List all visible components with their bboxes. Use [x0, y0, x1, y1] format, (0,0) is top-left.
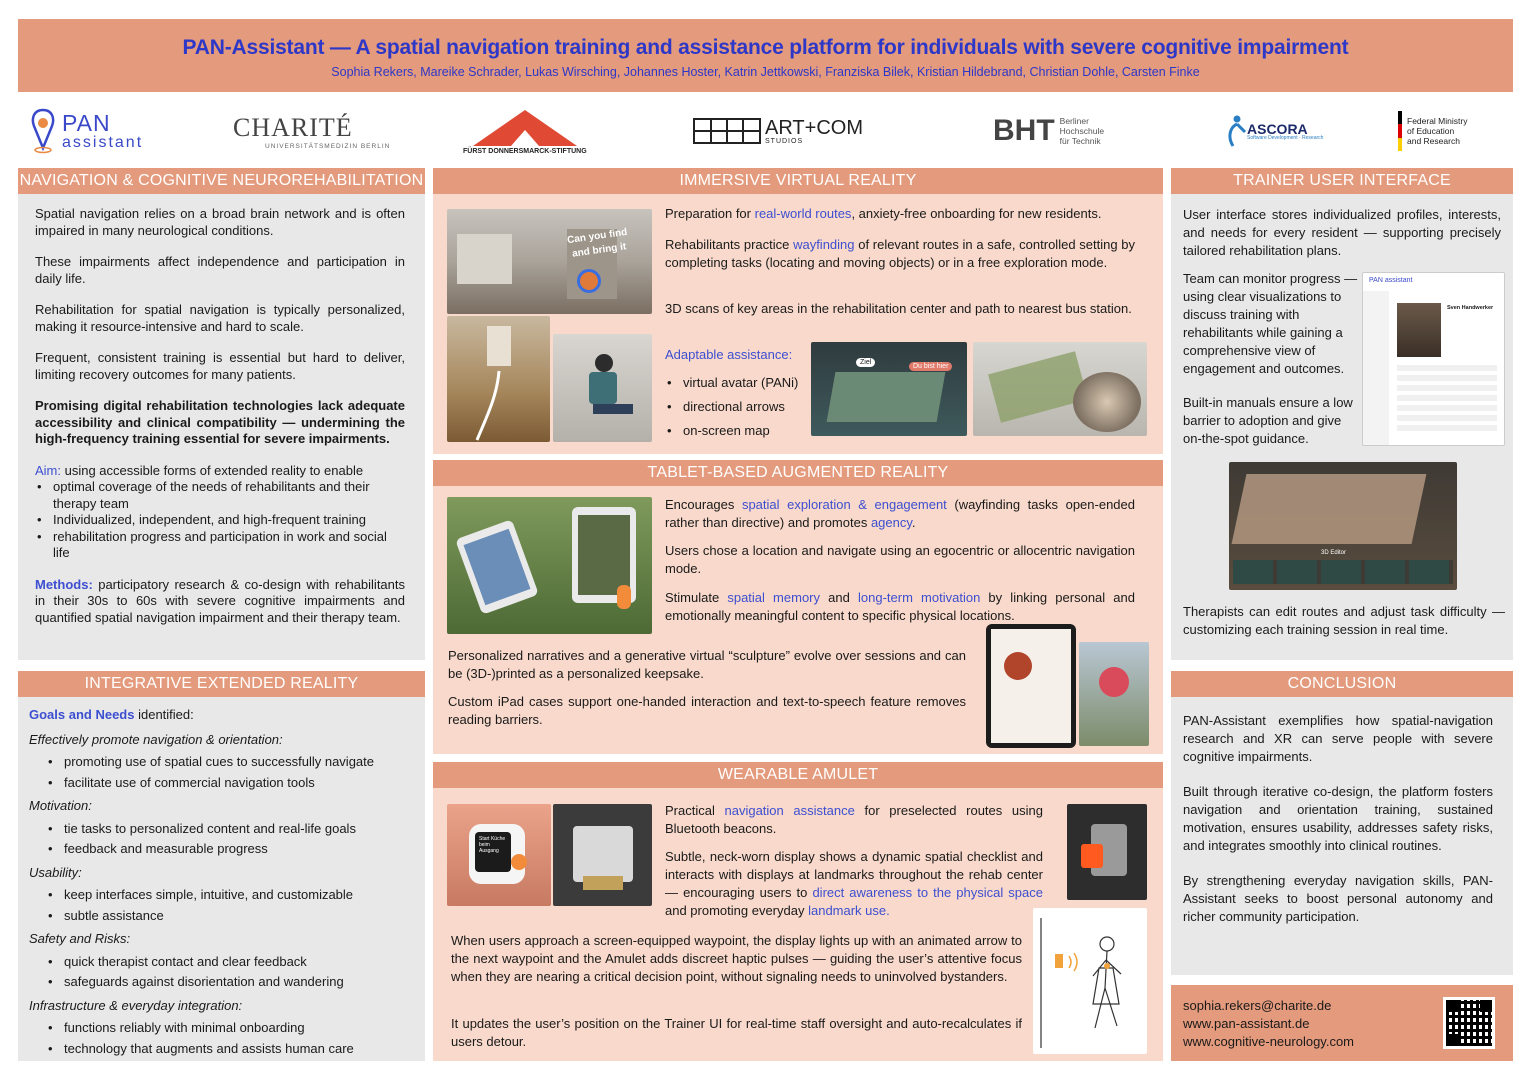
artcom-logo-subtext: STUDIOS	[765, 137, 804, 145]
ar-sculpture-image	[1079, 642, 1149, 746]
pan-logo-subtext: assistant	[62, 133, 144, 151]
vr-caption: and bring it	[571, 241, 627, 260]
map-label: Ziel	[856, 358, 875, 367]
charite-logo-subtext: UNIVERSITÄTSMEDIZIN BERLIN	[265, 142, 391, 150]
list-item: • Individualized, independent, and high-frequent training	[35, 512, 405, 529]
map-label: Du bist hier	[909, 362, 952, 371]
wearable-amulet-section	[433, 788, 1163, 1061]
key-statement: Promising digital rehabilitation technologies lack adequate accessibility and clinical compatibility — undermining the high-frequency training essential for severe impairments.	[35, 398, 405, 446]
fuerst-logo-text: FÜRST DONNERSMARCK-STIFTUNG	[463, 147, 587, 155]
charite-logo-text: CHARITÉ	[233, 112, 353, 142]
poster-title: PAN-Assistant — A spatial navigation training and assistance platform for individuals with severe cognitive impairment	[182, 36, 1349, 59]
bht-logo-line: für Technik	[1059, 136, 1101, 146]
waypoint-display-photo	[1067, 804, 1147, 900]
ascora-logo-text: ASCORA	[1247, 120, 1308, 137]
list-item: • tie tasks to personalized content and real-life goals	[46, 819, 411, 840]
goal-group-title: Infrastructure & everyday integration:	[29, 997, 243, 1013]
ascora-logo	[1225, 102, 1323, 160]
path-arrow-icon	[447, 316, 550, 442]
list-item: • safeguards against disorientation and wandering	[46, 972, 411, 993]
bht-logo-line: Hochschule	[1059, 126, 1105, 136]
paragraph: When users approach a screen-equipped waypoint, the display lights up with an animated arrow to the next waypoint and the Amulet adds discreet haptic pulses — guiding the user’s attentive focus when they are nearing a critical decision point, without signaling needs to uninvolved bystanders.	[451, 933, 1022, 984]
paragraph: Subtle, neck-worn display shows a dynamic spatial checklist and interacts with displays at landmarks throughout the rehab center — encouraging users to direct awareness to the physical space and promoting everyday landmark use.	[665, 849, 1043, 918]
list-item: • facilitate use of commercial navigation tools	[46, 773, 411, 794]
paragraph: User interface stores individualized profiles, interests, and needs for every resident — supporting precisely tailored rehabilitation plans.	[1183, 207, 1501, 258]
paragraph: Users chose a location and navigate using an egocentric or allocentric navigation mode.	[665, 543, 1135, 576]
list-item: • subtle assistance	[46, 906, 411, 927]
paragraph: Encourages spatial exploration & engagement (wayfinding tasks open-ended rather than directive) and promotes agency.	[665, 497, 1135, 530]
aim-label: Aim:	[35, 462, 61, 478]
paragraph: PAN-Assistant exemplifies how spatial-navigation research and XR can serve people with severe cognitive impairments.	[1183, 713, 1493, 764]
tablet-ar-photo	[447, 497, 652, 634]
goal-group	[29, 865, 411, 927]
amulet-screen-text: Start Küche beim Ausgang	[475, 832, 511, 872]
list-item: • functions reliably with minimal onboarding	[46, 1018, 411, 1039]
section-heading-integrative-xr: INTEGRATIVE EXTENDED REALITY	[18, 671, 425, 697]
qr-code-icon[interactable]	[1443, 997, 1495, 1049]
list-item: • quick therapist contact and clear feedback	[46, 952, 411, 973]
list-item: • technology that augments and assists human care	[46, 1039, 411, 1060]
bmbf-logo	[1398, 102, 1467, 160]
paragraph: Team can monitor progress — using clear visualizations to discuss training with rehabilitants while gaining a comprehensive view of engagement and outcomes.	[1183, 271, 1358, 376]
methods-text: participatory research & co-design with rehabilitants in their 30s to 60s with severe cognitive impairments and quantified spatial navigation impairment and their therapy team.	[35, 576, 405, 625]
list-item: • optimal coverage of the needs of rehabilitants and their therapy team	[35, 479, 405, 512]
section-heading-conclusion: CONCLUSION	[1171, 671, 1513, 697]
tablet-story-image	[986, 624, 1076, 748]
methods-label: Methods:	[35, 576, 93, 592]
conclusion-section	[1171, 697, 1513, 975]
paragraph: Spatial navigation relies on a broad brain network and is often impaired in many neurological conditions.	[35, 206, 405, 238]
bht-logo	[993, 102, 1104, 160]
contact-box	[1171, 985, 1513, 1061]
bmbf-logo-line: of Education	[1407, 126, 1455, 136]
paragraph: Personalized narratives and a generative virtual “sculpture” evolve over sessions and can be (3D-)printed as a personalized keepsake.	[448, 648, 966, 681]
ascora-logo-subtext: Software Development · Research	[1247, 134, 1324, 141]
artcom-logo-text: ART+COM	[765, 116, 863, 139]
paragraph: Stimulate spatial memory and long-term motivation by linking personal and emotionally meaningful content to specific physical locations.	[665, 590, 1135, 623]
paragraph: Built through iterative co-design, the platform fosters navigation and orientation training, sustained motivation, ensures usability, addresses safety risks, and integrates smoothly into clinical routines.	[1183, 784, 1493, 853]
vr-3d-scan-image	[973, 342, 1147, 436]
trainer-ui-screenshot	[1362, 272, 1505, 446]
ui-profile-name: Sven Handwerker	[1447, 305, 1494, 311]
bht-logo-line: Berliner	[1059, 116, 1089, 126]
walking-person-icon	[1033, 908, 1147, 1054]
contact-email[interactable]: sophia.rekers@charite.de	[1183, 998, 1332, 1013]
paragraph: Custom iPad cases support one-handed interaction and text-to-speech feature removes reading barriers.	[448, 694, 966, 727]
goal-group	[29, 732, 411, 794]
paragraph: By strengthening everyday navigation skills, PAN-Assistant seeks to boost personal autonomy and richer community participation.	[1183, 873, 1493, 924]
paragraph: Rehabilitation for spatial navigation is typically personalized, making it resource-intensive and hard to scale.	[35, 302, 405, 334]
ascora-figure-icon	[1225, 114, 1247, 148]
goal-group-title: Motivation:	[29, 798, 92, 813]
pan-pin-icon	[30, 108, 56, 154]
list-item: • virtual avatar (PANi)	[665, 371, 798, 395]
logo-bar	[18, 102, 1513, 160]
section-heading-trainer-ui: TRAINER USER INTERFACE	[1171, 168, 1513, 194]
roof-icon	[469, 108, 581, 148]
goal-group	[29, 798, 411, 860]
german-flag-icon	[1398, 111, 1402, 151]
paragraph: Rehabilitants practice wayfinding of relevant routes in a safe, controlled setting by completing tasks (locating and moving objects) or in a free exploration mode.	[665, 237, 1135, 270]
goals-text: identified:	[134, 707, 194, 722]
paragraph: Practical navigation assistance for preselected routes using Bluetooth beacons.	[665, 803, 1043, 836]
paragraph: These impairments affect independence and participation in daily life.	[35, 254, 405, 286]
immersive-vr-section	[433, 194, 1163, 454]
vr-hallway-image	[447, 316, 550, 442]
goal-group	[29, 931, 411, 993]
artcom-mark-icon	[693, 118, 761, 144]
trainer-ui-section	[1171, 194, 1513, 660]
poster-header	[18, 19, 1513, 92]
pan-logo-text: PAN	[62, 109, 111, 136]
list-item: • promoting use of spatial cues to successfully navigate	[46, 752, 411, 773]
paragraph: 3D scans of key areas in the rehabilitation center and path to nearest bus station.	[665, 301, 1132, 316]
goals-label: Goals and Needs	[29, 707, 135, 722]
vr-user-photo	[553, 334, 652, 442]
vr-kitchen-image	[447, 209, 652, 314]
ui-app-name: PAN assistant	[1369, 277, 1413, 284]
paragraph: Built-in manuals ensure a low barrier to adoption and give on-the-spot guidance.	[1183, 395, 1353, 446]
paragraph: Therapists can edit routes and adjust task difficulty — customizing each training session in real time.	[1183, 604, 1505, 637]
integrative-xr-section	[18, 697, 425, 1061]
paragraph: It updates the user’s position on the Trainer UI for real-time staff oversight and auto-recalculates if users detour.	[451, 1016, 1022, 1049]
contact-website[interactable]: www.pan-assistant.de	[1183, 1016, 1310, 1031]
pan-assistant-logo	[30, 102, 143, 160]
author-list: Sophia Rekers, Mareike Schrader, Lukas Wirsching, Johannes Hoster, Katrin Jettkowski, Franziska Bilek, Kristian Hildebrand, Christian Dohle, Carsten Finke	[331, 65, 1200, 79]
assistance-list	[665, 371, 798, 443]
editor-label: 3D Editor	[1321, 550, 1347, 556]
charite-logo	[233, 102, 390, 160]
list-item: • feedback and measurable progress	[46, 839, 411, 860]
navigation-section	[18, 194, 425, 660]
goal-group-title: Effectively promote navigation & orientation:	[29, 731, 283, 747]
goal-group	[29, 998, 411, 1060]
list-item: • rehabilitation progress and participation in work and social life	[35, 529, 405, 562]
aim-text: using accessible forms of extended reality to enable	[61, 462, 364, 478]
amulet-board-photo	[553, 804, 652, 906]
paragraph: Preparation for real-world routes, anxiety-free onboarding for new residents.	[665, 206, 1102, 221]
tablet-ar-section	[433, 486, 1163, 754]
section-heading-immersive-vr: IMMERSIVE VIRTUAL REALITY	[433, 168, 1163, 194]
route-editor-screenshot	[1229, 462, 1457, 590]
goal-group-title: Safety and Risks:	[29, 931, 131, 946]
bmbf-logo-line: and Research	[1407, 136, 1460, 146]
paragraph: Frequent, consistent training is essential but hard to deliver, limiting recovery outcomes for many patients.	[35, 350, 405, 382]
list-item: • on-screen map	[665, 419, 798, 443]
goal-group-title: Usability:	[29, 864, 82, 880]
list-item: • keep interfaces simple, intuitive, and customizable	[46, 885, 411, 906]
vr-map-render	[811, 342, 967, 436]
bht-logo-text: BHT	[993, 114, 1055, 147]
contact-website[interactable]: www.cognitive-neurology.com	[1183, 1034, 1354, 1049]
adaptable-label: Adaptable assistance:	[665, 347, 793, 362]
amulet-hand-photo	[447, 804, 551, 906]
section-heading-navigation: NAVIGATION & COGNITIVE NEUROREHABILITATION	[18, 168, 425, 194]
section-heading-wearable-amulet: WEARABLE AMULET	[433, 762, 1163, 788]
list-item: • directional arrows	[665, 395, 798, 419]
bmbf-logo-line: Federal Ministry	[1407, 116, 1468, 126]
amulet-illustration	[1033, 908, 1147, 1054]
vr-caption: Can you find	[566, 226, 629, 247]
aim-list	[35, 479, 405, 562]
section-heading-tablet-ar: TABLET-BASED AUGMENTED REALITY	[433, 460, 1163, 486]
fuerst-donnersmarck-logo	[463, 102, 587, 160]
artcom-logo	[693, 102, 863, 160]
